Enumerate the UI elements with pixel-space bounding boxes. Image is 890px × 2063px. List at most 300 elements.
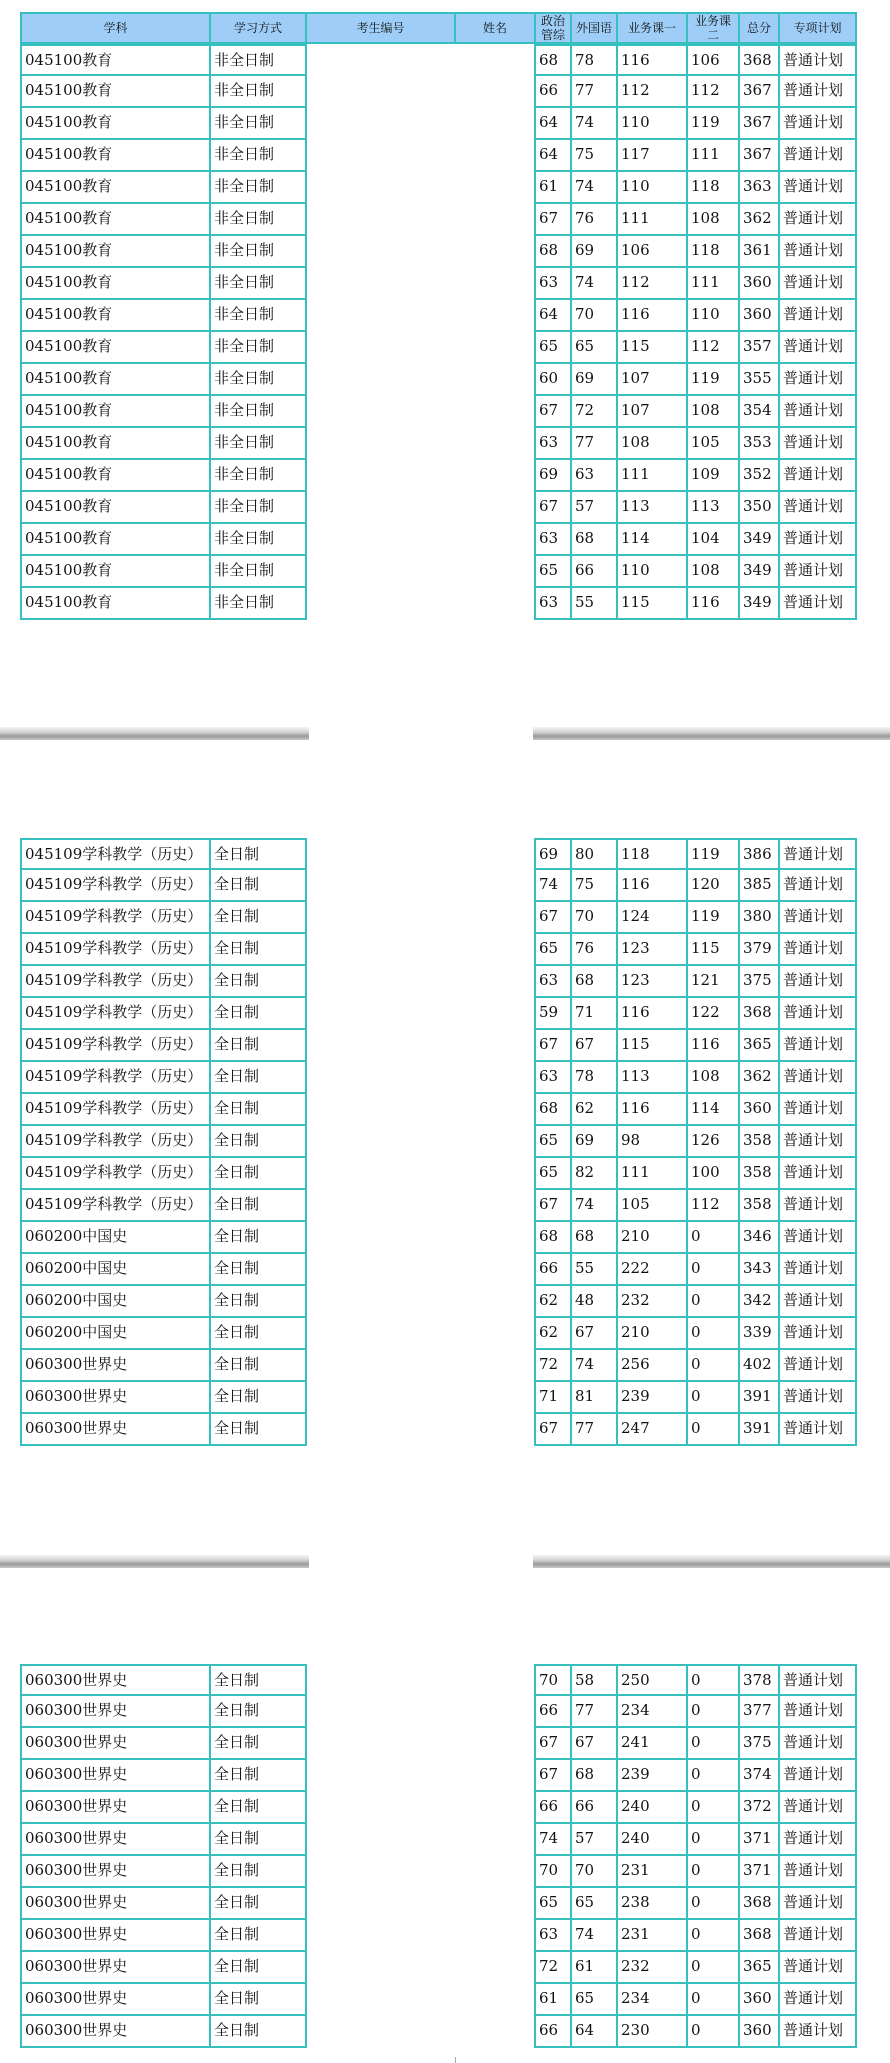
total-cell: 386 xyxy=(740,838,780,870)
foreign-language-cell: 63 xyxy=(572,460,618,492)
politics-cell: 62 xyxy=(534,1318,572,1350)
table-row xyxy=(20,332,860,364)
plan-cell: 普通计划 xyxy=(780,1094,857,1126)
study-mode-cell: 非全日制 xyxy=(211,268,307,300)
subject-cell: 045100教育 xyxy=(20,556,211,588)
total-cell: 365 xyxy=(740,1952,780,1984)
politics-cell: 68 xyxy=(534,1222,572,1254)
study-mode-cell: 全日制 xyxy=(211,1286,307,1318)
course-two-cell: 0 xyxy=(688,1984,740,2016)
table-row xyxy=(20,588,860,620)
course-one-cell: 116 xyxy=(618,870,688,902)
subject-cell: 045109学科教学（历史） xyxy=(20,1190,211,1222)
politics-cell: 60 xyxy=(534,364,572,396)
plan-cell: 普通计划 xyxy=(780,1350,857,1382)
politics-cell: 67 xyxy=(534,1414,572,1446)
subject-cell: 045100教育 xyxy=(20,364,211,396)
plan-cell: 普通计划 xyxy=(780,428,857,460)
total-cell: 375 xyxy=(740,1728,780,1760)
course-one-cell: 110 xyxy=(618,556,688,588)
course-one-cell: 232 xyxy=(618,1286,688,1318)
foreign-language-cell: 76 xyxy=(572,204,618,236)
foreign-language-cell: 72 xyxy=(572,396,618,428)
course-one-cell: 111 xyxy=(618,1158,688,1190)
course-two-cell: 0 xyxy=(688,1952,740,1984)
header-plan: 专项计划 xyxy=(780,12,857,44)
table-row xyxy=(20,870,860,902)
course-one-cell: 210 xyxy=(618,1222,688,1254)
course-two-cell: 105 xyxy=(688,428,740,460)
total-cell: 391 xyxy=(740,1382,780,1414)
total-cell: 368 xyxy=(740,998,780,1030)
subject-cell: 060300世界史 xyxy=(20,1824,211,1856)
study-mode-cell: 非全日制 xyxy=(211,396,307,428)
subject-cell: 060300世界史 xyxy=(20,1952,211,1984)
course-two-cell: 0 xyxy=(688,1696,740,1728)
politics-cell: 67 xyxy=(534,1030,572,1062)
politics-cell: 68 xyxy=(534,236,572,268)
course-two-cell: 0 xyxy=(688,1888,740,1920)
plan-cell: 普通计划 xyxy=(780,966,857,998)
course-two-cell: 108 xyxy=(688,396,740,428)
table-row xyxy=(20,460,860,492)
politics-cell: 59 xyxy=(534,998,572,1030)
subject-cell: 045109学科教学（历史） xyxy=(20,998,211,1030)
course-one-cell: 105 xyxy=(618,1190,688,1222)
subject-cell: 045100教育 xyxy=(20,236,211,268)
study-mode-cell: 非全日制 xyxy=(211,364,307,396)
study-mode-cell: 全日制 xyxy=(211,998,307,1030)
subject-cell: 045109学科教学（历史） xyxy=(20,1030,211,1062)
course-two-cell: 104 xyxy=(688,524,740,556)
table-row xyxy=(20,300,860,332)
foreign-language-cell: 71 xyxy=(572,998,618,1030)
study-mode-cell: 全日制 xyxy=(211,1222,307,1254)
foreign-language-cell: 74 xyxy=(572,1190,618,1222)
course-two-cell: 119 xyxy=(688,364,740,396)
course-one-cell: 116 xyxy=(618,998,688,1030)
course-two-cell: 108 xyxy=(688,204,740,236)
plan-cell: 普通计划 xyxy=(780,1222,857,1254)
table-row xyxy=(20,1414,860,1446)
plan-cell: 普通计划 xyxy=(780,1856,857,1888)
foreign-language-cell: 70 xyxy=(572,300,618,332)
foreign-language-cell: 77 xyxy=(572,428,618,460)
table-row xyxy=(20,1094,860,1126)
study-mode-cell: 全日制 xyxy=(211,1094,307,1126)
table-row xyxy=(20,966,860,998)
subject-cell: 060300世界史 xyxy=(20,1664,211,1696)
study-mode-cell: 全日制 xyxy=(211,1792,307,1824)
table-section xyxy=(20,1664,860,2050)
total-cell: 368 xyxy=(740,44,780,76)
total-cell: 354 xyxy=(740,396,780,428)
politics-cell: 66 xyxy=(534,1254,572,1286)
foreign-language-cell: 61 xyxy=(572,1952,618,1984)
table-row xyxy=(20,1350,860,1382)
total-cell: 362 xyxy=(740,204,780,236)
page-divider xyxy=(0,727,309,740)
total-cell: 360 xyxy=(740,2016,780,2048)
subject-cell: 045109学科教学（历史） xyxy=(20,1158,211,1190)
table-row xyxy=(20,428,860,460)
table-row xyxy=(20,108,860,140)
course-two-cell: 0 xyxy=(688,1792,740,1824)
politics-cell: 65 xyxy=(534,934,572,966)
subject-cell: 045100教育 xyxy=(20,268,211,300)
course-two-cell: 115 xyxy=(688,934,740,966)
politics-cell: 69 xyxy=(534,460,572,492)
total-cell: 350 xyxy=(740,492,780,524)
foreign-language-cell: 55 xyxy=(572,1254,618,1286)
subject-cell: 045100教育 xyxy=(20,44,211,76)
total-cell: 380 xyxy=(740,902,780,934)
course-one-cell: 123 xyxy=(618,966,688,998)
subject-cell: 060300世界史 xyxy=(20,2016,211,2048)
total-cell: 339 xyxy=(740,1318,780,1350)
study-mode-cell: 非全日制 xyxy=(211,428,307,460)
foreign-language-cell: 68 xyxy=(572,966,618,998)
course-two-cell: 108 xyxy=(688,556,740,588)
course-two-cell: 0 xyxy=(688,1254,740,1286)
politics-cell: 72 xyxy=(534,1952,572,1984)
course-one-cell: 222 xyxy=(618,1254,688,1286)
politics-cell: 65 xyxy=(534,332,572,364)
foreign-language-cell: 74 xyxy=(572,1350,618,1382)
total-cell: 343 xyxy=(740,1254,780,1286)
total-cell: 353 xyxy=(740,428,780,460)
foreign-language-cell: 66 xyxy=(572,556,618,588)
course-one-cell: 98 xyxy=(618,1126,688,1158)
subject-cell: 045109学科教学（历史） xyxy=(20,934,211,966)
subject-cell: 045100教育 xyxy=(20,108,211,140)
subject-cell: 045100教育 xyxy=(20,300,211,332)
subject-cell: 060300世界史 xyxy=(20,1920,211,1952)
header-subject: 学科 xyxy=(20,12,211,44)
plan-cell: 普通计划 xyxy=(780,268,857,300)
plan-cell: 普通计划 xyxy=(780,1286,857,1318)
course-two-cell: 112 xyxy=(688,332,740,364)
plan-cell: 普通计划 xyxy=(780,76,857,108)
subject-cell: 045100教育 xyxy=(20,140,211,172)
politics-cell: 69 xyxy=(534,838,572,870)
course-one-cell: 112 xyxy=(618,268,688,300)
politics-cell: 64 xyxy=(534,300,572,332)
course-two-cell: 0 xyxy=(688,1664,740,1696)
table-row xyxy=(20,76,860,108)
subject-cell: 045100教育 xyxy=(20,524,211,556)
course-two-cell: 0 xyxy=(688,1856,740,1888)
study-mode-cell: 非全日制 xyxy=(211,204,307,236)
course-two-cell: 119 xyxy=(688,108,740,140)
foreign-language-cell: 74 xyxy=(572,108,618,140)
plan-cell: 普通计划 xyxy=(780,1696,857,1728)
course-one-cell: 238 xyxy=(618,1888,688,1920)
course-one-cell: 231 xyxy=(618,1856,688,1888)
total-cell: 372 xyxy=(740,1792,780,1824)
subject-cell: 060200中国史 xyxy=(20,1286,211,1318)
subject-cell: 060300世界史 xyxy=(20,1888,211,1920)
foreign-language-cell: 58 xyxy=(572,1664,618,1696)
plan-cell: 普通计划 xyxy=(780,1158,857,1190)
total-cell: 342 xyxy=(740,1286,780,1318)
plan-cell: 普通计划 xyxy=(780,902,857,934)
plan-cell: 普通计划 xyxy=(780,44,857,76)
plan-cell: 普通计划 xyxy=(780,1728,857,1760)
subject-cell: 045100教育 xyxy=(20,492,211,524)
politics-cell: 61 xyxy=(534,1984,572,2016)
politics-cell: 63 xyxy=(534,966,572,998)
course-one-cell: 210 xyxy=(618,1318,688,1350)
course-two-cell: 112 xyxy=(688,1190,740,1222)
plan-cell: 普通计划 xyxy=(780,934,857,966)
foreign-language-cell: 67 xyxy=(572,1030,618,1062)
total-cell: 358 xyxy=(740,1190,780,1222)
table-row xyxy=(20,934,860,966)
header-course-two: 业务课二 xyxy=(688,12,740,44)
subject-cell: 045109学科教学（历史） xyxy=(20,1062,211,1094)
foreign-language-cell: 66 xyxy=(572,1792,618,1824)
total-cell: 367 xyxy=(740,108,780,140)
plan-cell: 普通计划 xyxy=(780,172,857,204)
course-two-cell: 118 xyxy=(688,172,740,204)
politics-cell: 71 xyxy=(534,1382,572,1414)
plan-cell: 普通计划 xyxy=(780,1824,857,1856)
plan-cell: 普通计划 xyxy=(780,204,857,236)
foreign-language-cell: 69 xyxy=(572,1126,618,1158)
total-cell: 363 xyxy=(740,172,780,204)
study-mode-cell: 非全日制 xyxy=(211,172,307,204)
subject-cell: 045109学科教学（历史） xyxy=(20,902,211,934)
study-mode-cell: 全日制 xyxy=(211,1062,307,1094)
foreign-language-cell: 78 xyxy=(572,44,618,76)
politics-cell: 68 xyxy=(534,44,572,76)
subject-cell: 060300世界史 xyxy=(20,1350,211,1382)
plan-cell: 普通计划 xyxy=(780,1920,857,1952)
total-cell: 357 xyxy=(740,332,780,364)
politics-cell: 66 xyxy=(534,1696,572,1728)
study-mode-cell: 全日制 xyxy=(211,838,307,870)
table-row xyxy=(20,1286,860,1318)
header-exam-id: 考生编号 xyxy=(307,12,456,44)
politics-cell: 65 xyxy=(534,1888,572,1920)
study-mode-cell: 非全日制 xyxy=(211,460,307,492)
foreign-language-cell: 65 xyxy=(572,332,618,364)
table-row xyxy=(20,1824,860,1856)
course-one-cell: 117 xyxy=(618,140,688,172)
table-row xyxy=(20,172,860,204)
politics-cell: 63 xyxy=(534,1062,572,1094)
header-politics: 政治管综 xyxy=(536,12,572,44)
total-cell: 371 xyxy=(740,1856,780,1888)
plan-cell: 普通计划 xyxy=(780,1792,857,1824)
table-row xyxy=(20,838,860,870)
total-cell: 362 xyxy=(740,1062,780,1094)
course-two-cell: 0 xyxy=(688,1350,740,1382)
total-cell: 371 xyxy=(740,1824,780,1856)
course-two-cell: 120 xyxy=(688,870,740,902)
total-cell: 358 xyxy=(740,1126,780,1158)
table-row xyxy=(20,1190,860,1222)
table-row xyxy=(20,236,860,268)
politics-cell: 63 xyxy=(534,1920,572,1952)
table-section xyxy=(20,838,860,1448)
subject-cell: 045109学科教学（历史） xyxy=(20,966,211,998)
study-mode-cell: 全日制 xyxy=(211,934,307,966)
foreign-language-cell: 75 xyxy=(572,140,618,172)
study-mode-cell: 全日制 xyxy=(211,1888,307,1920)
plan-cell: 普通计划 xyxy=(780,1952,857,1984)
course-one-cell: 124 xyxy=(618,902,688,934)
table-row xyxy=(20,1728,860,1760)
course-one-cell: 234 xyxy=(618,1984,688,2016)
course-one-cell: 108 xyxy=(618,428,688,460)
course-two-cell: 111 xyxy=(688,140,740,172)
course-two-cell: 0 xyxy=(688,1318,740,1350)
course-one-cell: 114 xyxy=(618,524,688,556)
politics-cell: 61 xyxy=(534,172,572,204)
total-cell: 352 xyxy=(740,460,780,492)
foreign-language-cell: 78 xyxy=(572,1062,618,1094)
total-cell: 358 xyxy=(740,1158,780,1190)
course-two-cell: 0 xyxy=(688,2016,740,2048)
study-mode-cell: 全日制 xyxy=(211,1414,307,1446)
foreign-language-cell: 77 xyxy=(572,1696,618,1728)
foreign-language-cell: 69 xyxy=(572,236,618,268)
foreign-language-cell: 67 xyxy=(572,1728,618,1760)
course-two-cell: 0 xyxy=(688,1286,740,1318)
header-course-one: 业务课一 xyxy=(618,12,688,44)
course-one-cell: 239 xyxy=(618,1382,688,1414)
course-two-cell: 113 xyxy=(688,492,740,524)
politics-cell: 62 xyxy=(534,1286,572,1318)
plan-cell: 普通计划 xyxy=(780,140,857,172)
foreign-language-cell: 57 xyxy=(572,492,618,524)
course-one-cell: 256 xyxy=(618,1350,688,1382)
politics-cell: 63 xyxy=(534,524,572,556)
course-one-cell: 115 xyxy=(618,332,688,364)
politics-cell: 66 xyxy=(534,1792,572,1824)
table-row xyxy=(20,1030,860,1062)
study-mode-cell: 全日制 xyxy=(211,1382,307,1414)
study-mode-cell: 全日制 xyxy=(211,1126,307,1158)
study-mode-cell: 全日制 xyxy=(211,1158,307,1190)
table-row xyxy=(20,1760,860,1792)
course-one-cell: 111 xyxy=(618,204,688,236)
subject-cell: 060300世界史 xyxy=(20,1696,211,1728)
plan-cell: 普通计划 xyxy=(780,1760,857,1792)
course-two-cell: 116 xyxy=(688,588,740,620)
subject-cell: 045100教育 xyxy=(20,428,211,460)
subject-cell: 060300世界史 xyxy=(20,1856,211,1888)
subject-cell: 045100教育 xyxy=(20,332,211,364)
politics-cell: 68 xyxy=(534,1094,572,1126)
course-one-cell: 241 xyxy=(618,1728,688,1760)
course-one-cell: 116 xyxy=(618,1094,688,1126)
foreign-language-cell: 68 xyxy=(572,1760,618,1792)
subject-cell: 045100教育 xyxy=(20,396,211,428)
course-one-cell: 115 xyxy=(618,1030,688,1062)
study-mode-cell: 非全日制 xyxy=(211,332,307,364)
politics-cell: 74 xyxy=(534,870,572,902)
study-mode-cell: 非全日制 xyxy=(211,76,307,108)
study-mode-cell: 全日制 xyxy=(211,870,307,902)
subject-cell: 045100教育 xyxy=(20,204,211,236)
study-mode-cell: 全日制 xyxy=(211,1190,307,1222)
table-row xyxy=(20,364,860,396)
foreign-language-cell: 57 xyxy=(572,1824,618,1856)
course-two-cell: 0 xyxy=(688,1824,740,1856)
course-two-cell: 114 xyxy=(688,1094,740,1126)
course-two-cell: 119 xyxy=(688,838,740,870)
table-row xyxy=(20,1792,860,1824)
subject-cell: 045109学科教学（历史） xyxy=(20,1126,211,1158)
course-one-cell: 110 xyxy=(618,172,688,204)
politics-cell: 65 xyxy=(534,556,572,588)
course-two-cell: 0 xyxy=(688,1382,740,1414)
page-divider xyxy=(0,1555,309,1568)
study-mode-cell: 非全日制 xyxy=(211,108,307,140)
header-study-mode: 学习方式 xyxy=(211,12,307,44)
foreign-language-cell: 80 xyxy=(572,838,618,870)
table-row xyxy=(20,268,860,300)
table-row xyxy=(20,902,860,934)
course-two-cell: 0 xyxy=(688,1728,740,1760)
study-mode-cell: 全日制 xyxy=(211,1824,307,1856)
foreign-language-cell: 75 xyxy=(572,870,618,902)
study-mode-cell: 非全日制 xyxy=(211,588,307,620)
total-cell: 349 xyxy=(740,524,780,556)
politics-cell: 72 xyxy=(534,1350,572,1382)
course-one-cell: 240 xyxy=(618,1824,688,1856)
table-row xyxy=(20,1952,860,1984)
foreign-language-cell: 81 xyxy=(572,1382,618,1414)
course-two-cell: 110 xyxy=(688,300,740,332)
table-row xyxy=(20,1856,860,1888)
table-row xyxy=(20,492,860,524)
course-one-cell: 113 xyxy=(618,1062,688,1094)
study-mode-cell: 全日制 xyxy=(211,1728,307,1760)
plan-cell: 普通计划 xyxy=(780,108,857,140)
foreign-language-cell: 48 xyxy=(572,1286,618,1318)
header-name: 姓名 xyxy=(456,12,536,44)
foreign-language-cell: 62 xyxy=(572,1094,618,1126)
plan-cell: 普通计划 xyxy=(780,1414,857,1446)
foreign-language-cell: 70 xyxy=(572,1856,618,1888)
total-cell: 367 xyxy=(740,140,780,172)
total-cell: 368 xyxy=(740,1888,780,1920)
politics-cell: 65 xyxy=(534,1126,572,1158)
course-one-cell: 234 xyxy=(618,1696,688,1728)
total-cell: 349 xyxy=(740,556,780,588)
subject-cell: 045109学科教学（历史） xyxy=(20,870,211,902)
course-one-cell: 112 xyxy=(618,76,688,108)
plan-cell: 普通计划 xyxy=(780,588,857,620)
study-mode-cell: 全日制 xyxy=(211,1696,307,1728)
study-mode-cell: 全日制 xyxy=(211,1318,307,1350)
total-cell: 385 xyxy=(740,870,780,902)
subject-cell: 045100教育 xyxy=(20,588,211,620)
study-mode-cell: 非全日制 xyxy=(211,44,307,76)
page-divider xyxy=(533,727,890,740)
table-row xyxy=(20,1984,860,2016)
plan-cell: 普通计划 xyxy=(780,1318,857,1350)
total-cell: 367 xyxy=(740,76,780,108)
course-one-cell: 123 xyxy=(618,934,688,966)
total-cell: 349 xyxy=(740,588,780,620)
table-row xyxy=(20,1318,860,1350)
total-cell: 368 xyxy=(740,1920,780,1952)
